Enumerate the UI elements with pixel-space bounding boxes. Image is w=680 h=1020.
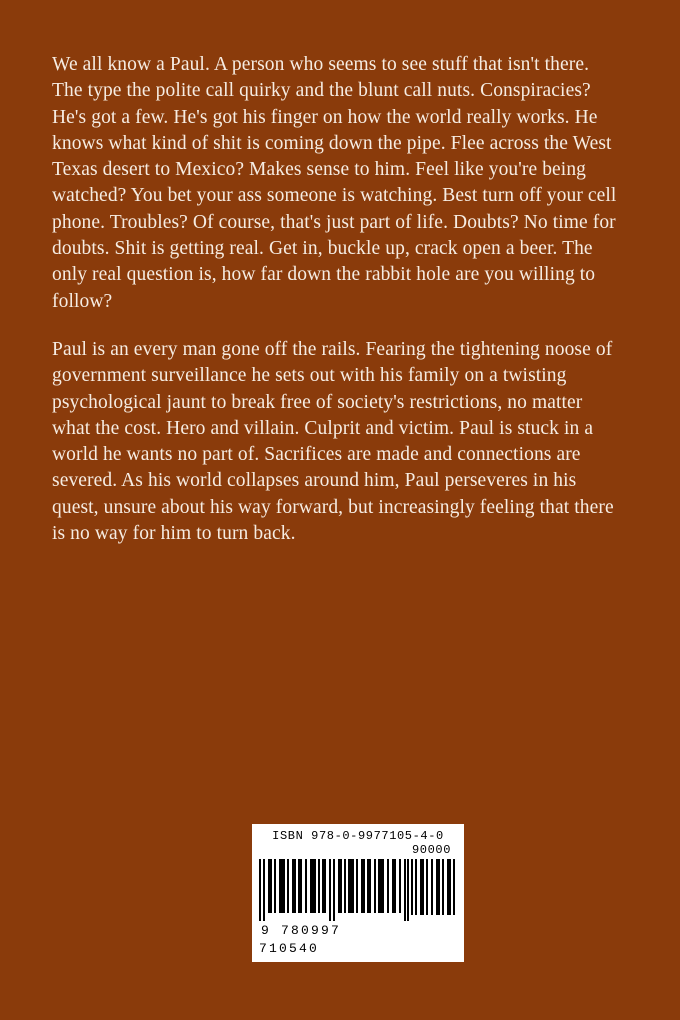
blurb-paragraph-1: We all know a Paul. A person who seems to see stuff that isn't there. The type the polite call quirky and the blunt call nuts. Conspiracies? He's got a few. He's got his finger on how the world really works. He knows what kind of shit is coming down the pipe. Flee across the West Texas desert to Mexico? Makes sense to him. Feel like you're being watched? You bet your ass someone is watching. Best turn off your cell phone. Troubles? Of course, that's just part of life. Doubts? No time for doubts. Shit is getting real. Get in, buckle up, crack open a beer. The only real question is, how far down the rabbit hole are you willing to follow?	[52, 54, 617, 312]
barcode-bars-row	[259, 857, 457, 921]
barcode-inner	[253, 825, 463, 961]
ean5-addon-barcode-image	[411, 859, 457, 921]
blurb-paragraph-2: Paul is an every man gone off the rails. Fearing the tightening noose of government surveillance he sets out with his family on a twisting psychological jaunt to break free of society's restrictions, no matter what the cost. Hero and villain. Culprit and victim. Paul is stuck in a world he wants no part of. Sacrifices are made and connections are severed. As his world collapses around him, Paul perseveres in his quest, unsure about his way forward, but increasingly feeling that there is no way for him to turn back.	[52, 338, 614, 545]
isbn-label: ISBN 978-0-9977105-4-0	[272, 829, 444, 843]
isbn-barcode-block	[252, 824, 464, 962]
barcode-digits-main: 9 780997	[261, 923, 342, 938]
blurb-text-block	[52, 52, 622, 547]
price-code-label: 90000	[411, 843, 451, 857]
ean13-barcode-image	[259, 859, 409, 921]
barcode-digits-addon: 710540	[259, 941, 320, 956]
